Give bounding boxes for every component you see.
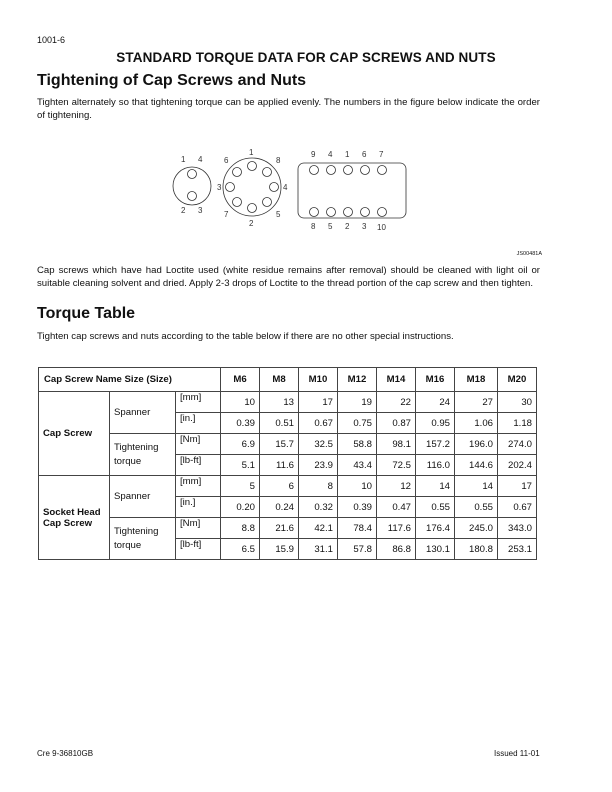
footer-issue-date: Issued 11-01 [494,749,540,758]
unit-cell: [lb-ft] [176,455,221,476]
value-cell: 0.67 [498,497,537,518]
unit-cell: [in.] [176,413,221,434]
value-cell: 202.4 [498,455,537,476]
value-cell: 17 [498,476,537,497]
value-cell: 5 [221,476,260,497]
svg-text:1: 1 [181,155,186,164]
torque-table [38,367,537,560]
value-cell: 31.1 [299,539,338,560]
svg-text:3: 3 [362,222,367,231]
eight-bolt-diagram [217,148,288,228]
tightening-torque-label: Tightening torque [110,434,176,476]
value-cell: 15.7 [260,434,299,455]
ten-bolt-diagram [298,150,406,232]
value-cell: 0.32 [299,497,338,518]
value-cell: 8 [299,476,338,497]
value-cell: 253.1 [498,539,537,560]
value-cell: 17 [299,392,338,413]
svg-text:1: 1 [249,148,254,157]
value-cell: 1.06 [455,413,498,434]
svg-text:10: 10 [377,223,386,232]
footer-document-code: Cre 9-36810GB [37,749,94,758]
value-cell: 6.5 [221,539,260,560]
header-size: M12 [338,368,377,392]
table-row [39,434,537,455]
svg-text:4: 4 [198,155,203,164]
header-size: M6 [221,368,260,392]
value-cell: 78.4 [338,518,377,539]
value-cell: 22 [377,392,416,413]
spanner-label: Spanner [110,392,176,434]
value-cell: 0.39 [338,497,377,518]
page-number: 1001-6 [37,35,66,45]
page-title: STANDARD TORQUE DATA FOR CAP SCREWS AND NUTS [116,50,496,65]
svg-text:9: 9 [311,150,316,159]
value-cell: 10 [221,392,260,413]
value-cell: 0.75 [338,413,377,434]
table-row [39,518,537,539]
value-cell: 24 [416,392,455,413]
table-row [39,392,537,413]
value-cell: 157.2 [416,434,455,455]
svg-text:1: 1 [345,150,350,159]
value-cell: 58.8 [338,434,377,455]
value-cell: 0.51 [260,413,299,434]
value-cell: 0.67 [299,413,338,434]
value-cell: 245.0 [455,518,498,539]
header-size: M18 [455,368,498,392]
value-cell: 144.6 [455,455,498,476]
svg-text:2: 2 [181,206,186,215]
header-size: M10 [299,368,338,392]
unit-cell: [in.] [176,497,221,518]
table-row [39,476,537,497]
unit-cell: [mm] [176,392,221,413]
value-cell: 57.8 [338,539,377,560]
svg-text:6: 6 [362,150,367,159]
group-socket-head-cap-screw: Socket Head Cap Screw [39,476,110,560]
value-cell: 0.20 [221,497,260,518]
header-size: M20 [498,368,537,392]
section-heading-tightening: Tightening of Cap Screws and Nuts [37,72,307,89]
tightening-paragraph: Tighten alternately so that tightening torque can be applied evenly. The numbers in the figure below indicate the order of tightening. [37,97,540,121]
svg-text:6: 6 [224,156,229,165]
value-cell: 274.0 [498,434,537,455]
svg-text:2: 2 [249,219,254,228]
figure-code: JS00481A [516,251,542,257]
value-cell: 42.1 [299,518,338,539]
value-cell: 11.6 [260,455,299,476]
header-name-size: Cap Screw Name Size (Size) [39,368,221,392]
tightening-order-figure [160,140,430,240]
table-header-row [39,368,537,392]
value-cell: 0.55 [455,497,498,518]
four-bolt-diagram [173,155,211,215]
svg-text:7: 7 [224,210,229,219]
value-cell: 0.87 [377,413,416,434]
value-cell: 130.1 [416,539,455,560]
value-cell: 43.4 [338,455,377,476]
value-cell: 23.9 [299,455,338,476]
value-cell: 27 [455,392,498,413]
value-cell: 14 [455,476,498,497]
value-cell: 19 [338,392,377,413]
header-size: M14 [377,368,416,392]
value-cell: 0.47 [377,497,416,518]
value-cell: 30 [498,392,537,413]
value-cell: 10 [338,476,377,497]
value-cell: 6 [260,476,299,497]
header-size: M16 [416,368,455,392]
value-cell: 0.95 [416,413,455,434]
value-cell: 13 [260,392,299,413]
value-cell: 98.1 [377,434,416,455]
svg-text:4: 4 [283,183,288,192]
value-cell: 1.18 [498,413,537,434]
svg-text:5: 5 [276,210,281,219]
value-cell: 21.6 [260,518,299,539]
tightening-torque-label: Tightening torque [110,518,176,560]
svg-text:3: 3 [217,183,222,192]
value-cell: 0.24 [260,497,299,518]
value-cell: 343.0 [498,518,537,539]
value-cell: 72.5 [377,455,416,476]
value-cell: 176.4 [416,518,455,539]
value-cell: 0.55 [416,497,455,518]
svg-text:7: 7 [379,150,384,159]
svg-text:8: 8 [276,156,281,165]
value-cell: 5.1 [221,455,260,476]
value-cell: 0.39 [221,413,260,434]
svg-text:3: 3 [198,206,203,215]
value-cell: 86.8 [377,539,416,560]
svg-text:2: 2 [345,222,350,231]
header-size: M8 [260,368,299,392]
unit-cell: [mm] [176,476,221,497]
value-cell: 15.9 [260,539,299,560]
loctite-paragraph: Cap screws which have had Loctite used (white residue remains after removal) should be cleaned with light oil or suitable cleaning solvent and dried. Apply 2-3 drops of Loctite to the thread portion of the cap screw and then tighten. [37,265,540,289]
value-cell: 6.9 [221,434,260,455]
value-cell: 117.6 [377,518,416,539]
value-cell: 196.0 [455,434,498,455]
group-cap-screw: Cap Screw [39,392,110,476]
value-cell: 8.8 [221,518,260,539]
value-cell: 12 [377,476,416,497]
value-cell: 14 [416,476,455,497]
torque-table-intro: Tighten cap screws and nuts according to the table below if there are no other special instructions. [37,331,454,342]
value-cell: 116.0 [416,455,455,476]
unit-cell: [Nm] [176,518,221,539]
value-cell: 180.8 [455,539,498,560]
unit-cell: [Nm] [176,434,221,455]
svg-text:8: 8 [311,222,316,231]
section-heading-torque-table: Torque Table [37,305,136,322]
value-cell: 32.5 [299,434,338,455]
spanner-label: Spanner [110,476,176,518]
svg-text:4: 4 [328,150,333,159]
svg-text:5: 5 [328,222,333,231]
unit-cell: [lb-ft] [176,539,221,560]
